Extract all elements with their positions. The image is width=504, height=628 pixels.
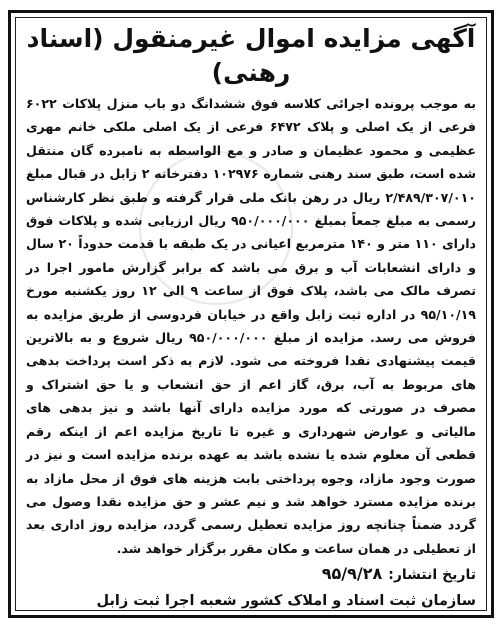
notice-content [15, 17, 487, 611]
notice-body: به موجب پرونده اجرائی کلاسه فوق ششدانگ دو باب منزل پلاکات ۶۰۲۲ فرعی از یک اصلی و پلاک ۶۴۷۲ فرعی از یک اصلی ملکی خانم مهری عظیمی و محمود عظیمان و صادر و مع الواسطه به نامبرده گان منتقل شده است، طبق سند رهنی شماره ۱۰۲۹۷۶ دفترخانه ۲ زابل در قبال مبلغ ۲/۴۸۹/۳۰۷/۰۱۰ ریال در رهن بانک ملی قرار گرفته و طبق نظر کارشناس رسمی به مبلغ جمعاً بمبلغ ۹۵۰/۰۰۰/۰۰۰ ریال ارزیابی شده و پلاکات فوق دارای ۱۱۰ متر و ۱۴۰ مترمربع اعیانی در یک طبقه با قدمت حدوداً ۲۰ سال و دارای انشعابات آب و برق می باشد که برابر گزارش مامور اجرا در تصرف مالک می باشد، پلاک فوق از ساعت ۹ الی ۱۲ روز یکشنبه مورخ ۹۵/۱۰/۱۹ در اداره ثبت زابل واقع در خیابان فردوسی از طریق مزایده به فروش می رسد. مزایده از مبلغ ۹۵۰/۰۰۰/۰۰۰ ریال شروع و به بالاترین قیمت پیشنهادی نقدا فروخته می شود. لازم به ذکر است پرداخت بدهی های مربوط به آب، برق، گاز اعم از حق انشعاب و یا حق اشتراک و مصرف در صورتی که مورد مزایده دارای آنها باشد و نیز بدهی های مالیاتی و عوارض شهرداری و غیره تا تاریخ مزایده اعم از اینکه رقم قطعی آن معلوم شده یا نشده باشد به عهده برنده مزایده است و نیز در صورت وجود مازاد، وجوه پرداختی بابت هزینه های فوق از محل مازاد به برنده مزایده مسترد خواهد شد و نیم عشر و حق مزایده نقدا وصول می گردد ضمناً چنانچه روز مزایده تعطیل رسمی گردد، مزایده روز اداری بعد از تعطیلی در همان ساعت و مکان مقرر برگزار خواهد شد. [26, 96, 477, 556]
issuing-organization: سازمان ثبت اسناد و املاک کشور شعبه اجرا ثبت زابل [96, 593, 476, 610]
notice-title: آگهی مزایده اموال غیرمنقول (اسناد رهنی) [26, 24, 476, 87]
publish-date: ۹۵/۹/۲۸ [321, 564, 383, 584]
publish-line [26, 562, 476, 587]
publish-label: تاریخ انتشار: [388, 567, 476, 584]
notice-frame [8, 10, 494, 618]
